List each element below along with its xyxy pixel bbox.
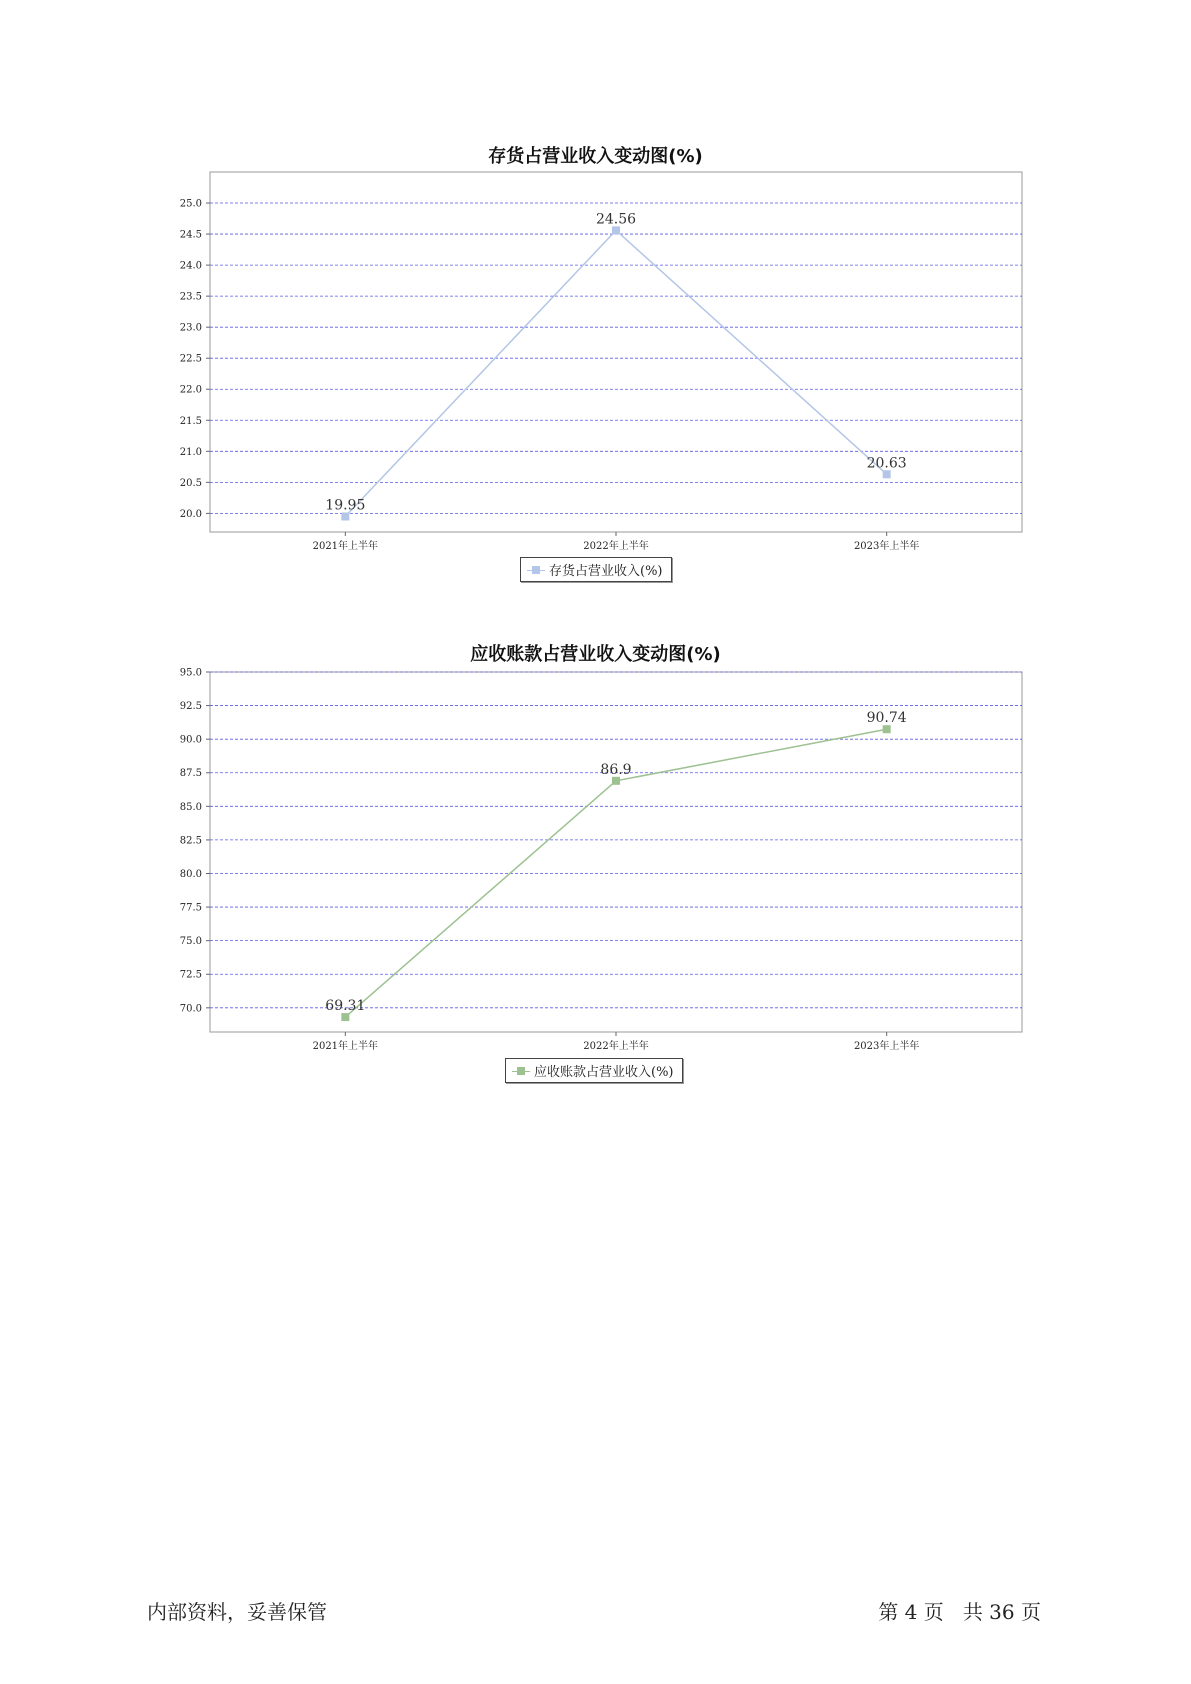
legend-label: 应收账款占营业收入(%) (534, 1065, 674, 1080)
y-tick-label: 20.5 (179, 477, 202, 489)
y-tick-label: 87.5 (179, 768, 202, 780)
y-tick-label: 24.0 (179, 260, 202, 272)
y-tick-label: 72.5 (179, 969, 202, 981)
data-label: 19.95 (325, 497, 366, 514)
x-tick-label: 2021年上半年 (312, 1041, 379, 1052)
y-tick-label: 92.5 (179, 701, 202, 713)
data-label: 69.31 (325, 998, 366, 1015)
y-tick-label: 20.0 (179, 508, 202, 520)
chart-legend (505, 1058, 683, 1083)
chart-title: 存货占营业收入变动图(%) (488, 146, 703, 167)
data-label: 86.9 (600, 761, 632, 778)
y-tick-label: 70.0 (179, 1003, 202, 1015)
x-tick-label: 2023年上半年 (853, 1041, 920, 1052)
y-tick-label: 90.0 (179, 734, 202, 746)
legend-swatch-icon (512, 1066, 530, 1076)
data-point (341, 1013, 349, 1021)
y-tick-label: 24.5 (179, 229, 202, 241)
y-tick-label: 22.5 (179, 353, 202, 365)
x-tick-label: 2022年上半年 (583, 1041, 649, 1052)
y-tick-label: 23.5 (179, 291, 202, 303)
y-tick-label: 80.0 (179, 868, 202, 880)
y-tick-label: 25.0 (179, 198, 202, 210)
data-label: 24.56 (595, 211, 637, 228)
footer-confidential-note: 内部资料，妥善保管 (147, 1600, 327, 1624)
x-tick-label: 2023年上半年 (853, 541, 920, 552)
data-label: 20.63 (866, 455, 907, 472)
x-tick-label: 2022年上半年 (583, 541, 649, 552)
y-tick-label: 21.5 (179, 415, 202, 427)
data-point (883, 725, 891, 733)
data-label: 90.74 (866, 710, 907, 727)
footer-page-number: 第 4 页 共 36 页 (878, 1600, 1041, 1624)
y-tick-label: 21.0 (179, 446, 202, 458)
y-tick-label: 23.0 (179, 322, 202, 334)
y-tick-label: 95.0 (179, 667, 202, 679)
chart-title: 应收账款占营业收入变动图(%) (470, 644, 721, 665)
legend-label: 存货占营业收入(%) (549, 564, 663, 579)
y-tick-label: 75.0 (179, 936, 202, 948)
data-point (612, 777, 620, 785)
y-tick-label: 77.5 (179, 902, 202, 914)
y-tick-label: 82.5 (179, 835, 202, 847)
y-tick-label: 22.0 (179, 384, 202, 396)
x-tick-label: 2021年上半年 (312, 541, 379, 552)
y-tick-label: 85.0 (179, 801, 202, 813)
